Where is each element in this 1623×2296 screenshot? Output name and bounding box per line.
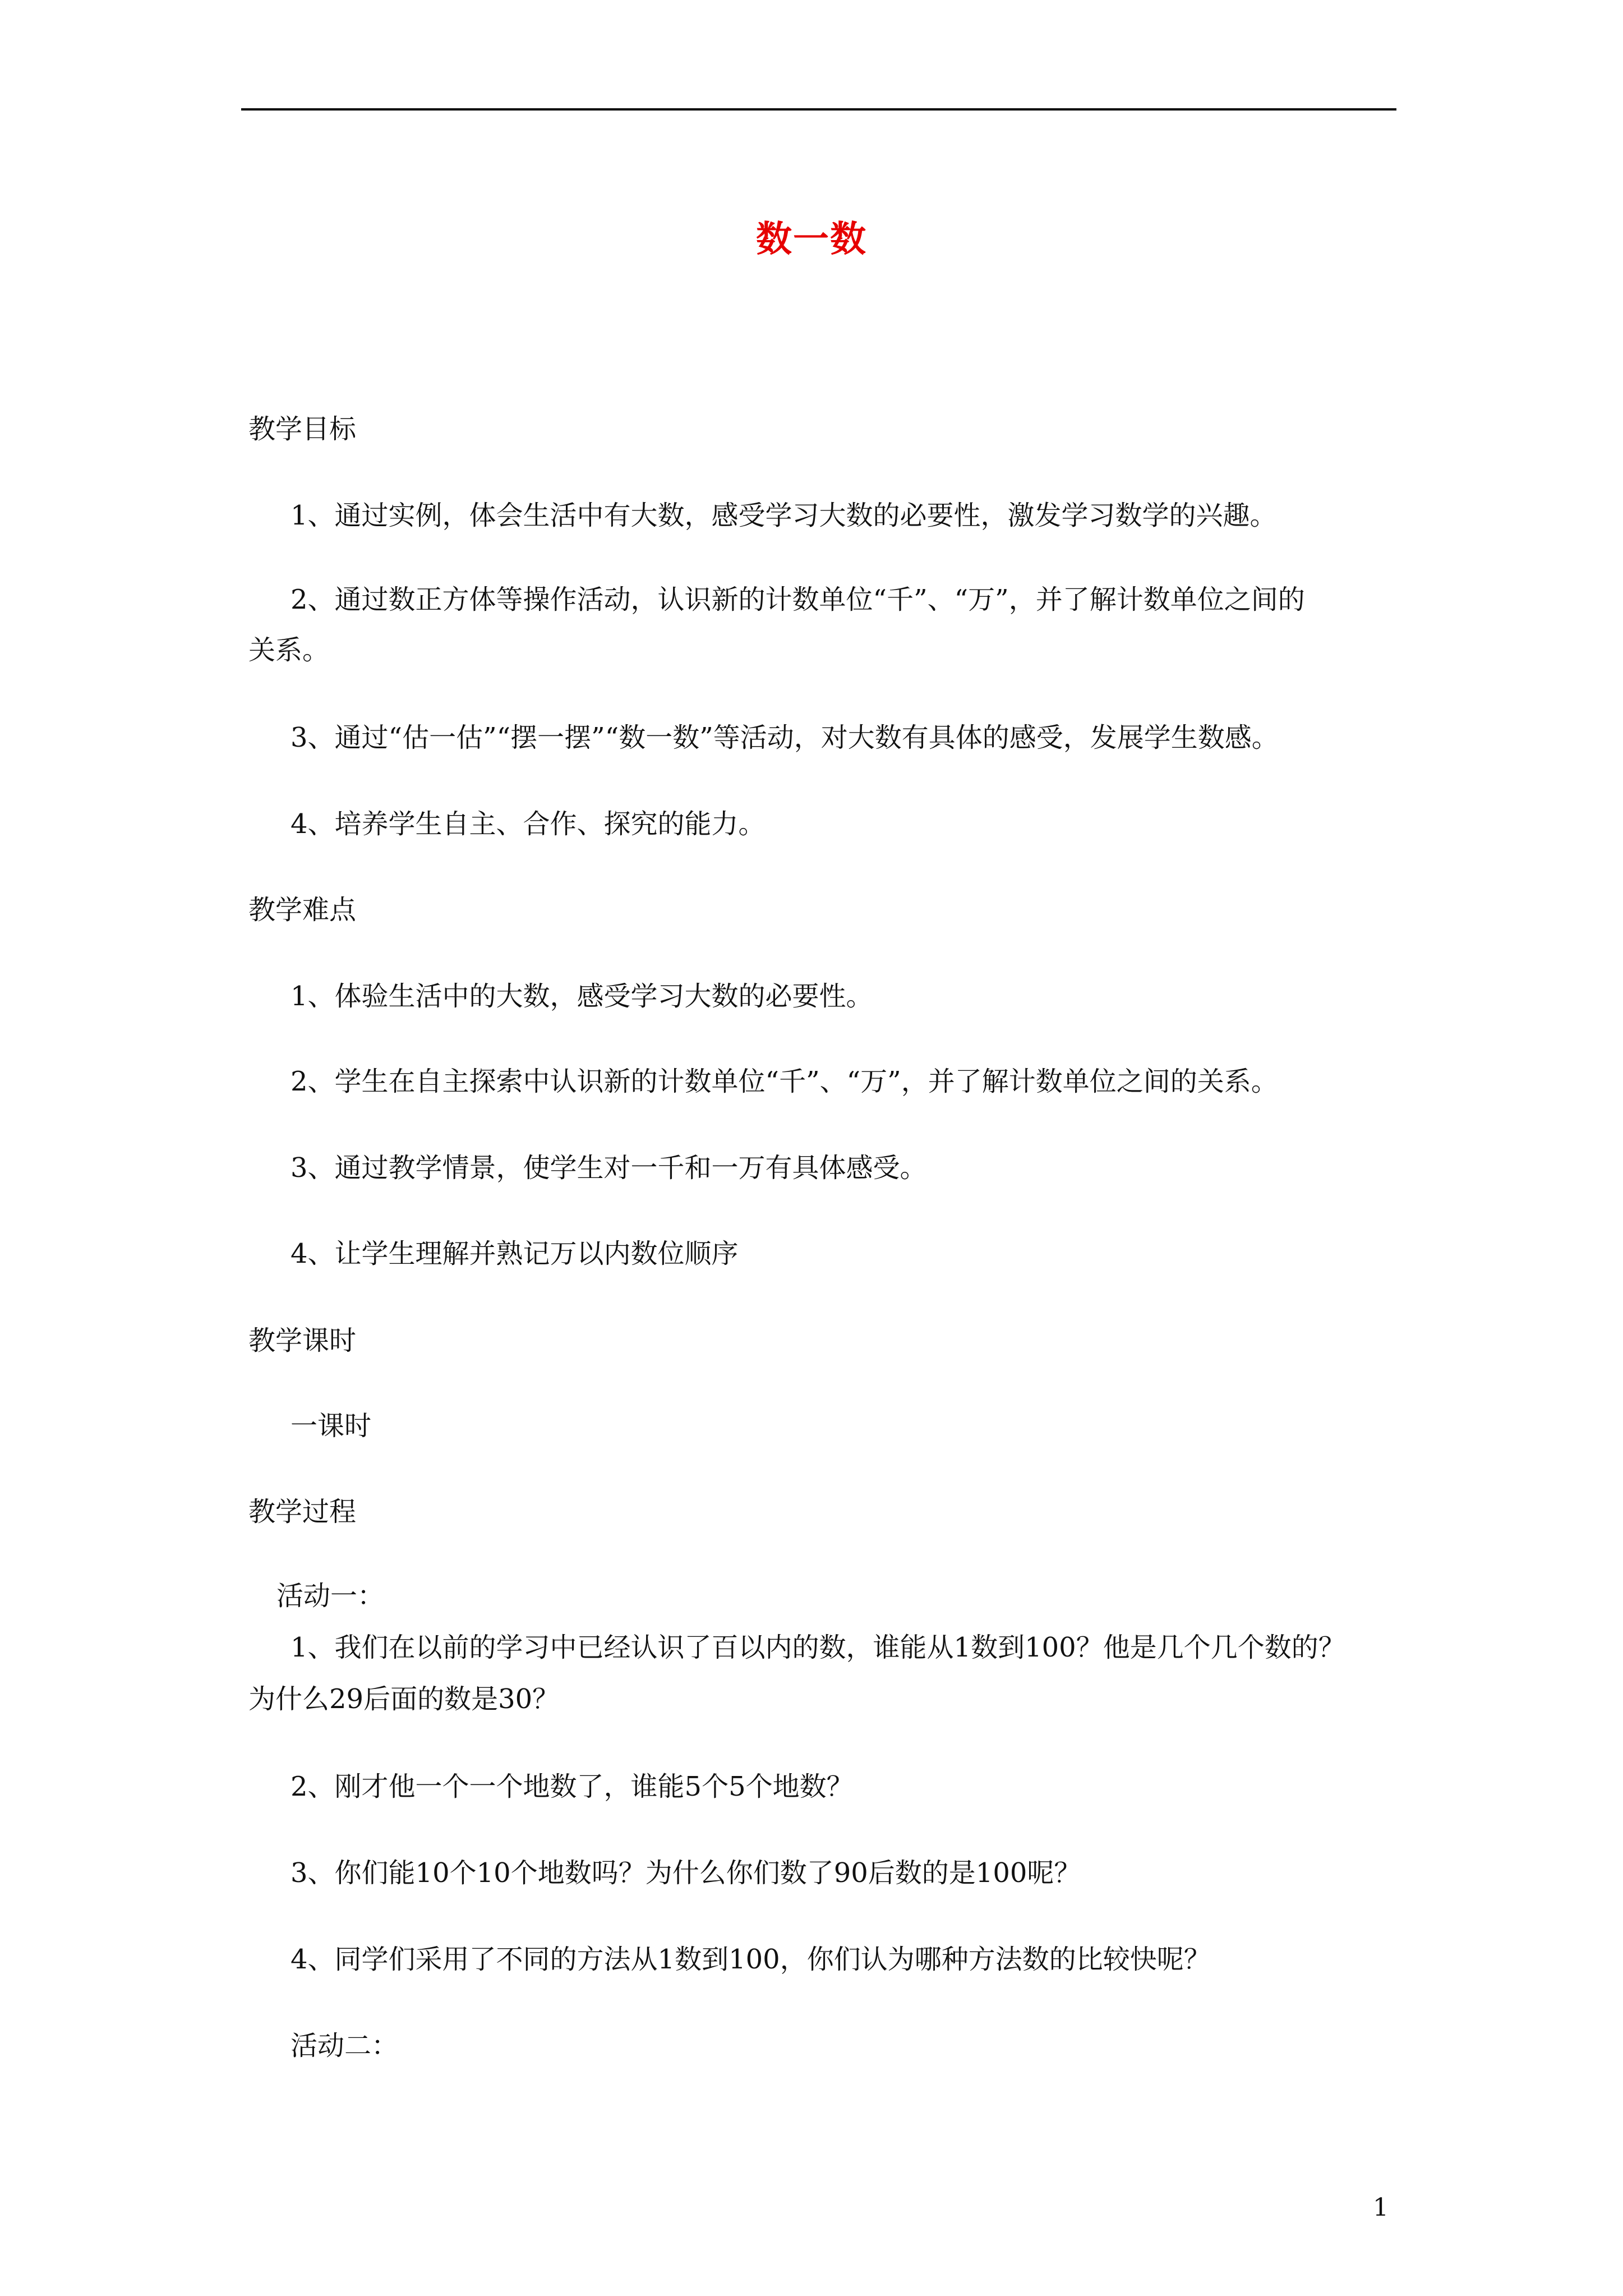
activity-1-item-4: 4、同学们采用了不同的方法从1数到100，你们认为哪种方法数的比较快呢？	[291, 1944, 1211, 1975]
hours-value: 一课时	[291, 1410, 372, 1442]
difficulty-item-1: 1、体验生活中的大数，感受学习大数的必要性。	[291, 981, 873, 1012]
activity-1-item-2: 2、刚才他一个一个地数了，谁能5个5个地数？	[291, 1771, 854, 1802]
goal-item-2: 2、通过数正方体等操作活动，认识新的计数单位“千”、“万”，并了解计数单位之间的	[291, 584, 1305, 615]
activity-1-item-1-continued: 为什么29后面的数是30？	[248, 1683, 560, 1715]
goal-item-1: 1、通过实例，体会生活中有大数，感受学习大数的必要性，激发学习数学的兴趣。	[291, 500, 1277, 531]
document-title: 数一数	[756, 218, 867, 260]
goal-item-4: 4、培养学生自主、合作、探究的能力。	[291, 808, 766, 840]
difficulty-item-2: 2、学生在自主探索中认识新的计数单位“千”、“万”，并了解计数单位之间的关系。	[291, 1066, 1278, 1097]
section-heading-difficulties: 教学难点	[248, 894, 357, 926]
header-rule	[241, 108, 1396, 111]
difficulty-item-4: 4、让学生理解并熟记万以内数位顺序	[291, 1238, 739, 1269]
activity-1-label: 活动一：	[276, 1580, 385, 1612]
activity-1-item-1: 1、我们在以前的学习中已经认识了百以内的数，谁能从1数到100？他是几个几个数的？	[291, 1632, 1345, 1663]
section-heading-hours: 教学课时	[248, 1325, 357, 1356]
page-number: 1	[1373, 2193, 1389, 2222]
activity-2-label: 活动二：	[291, 2030, 399, 2062]
section-heading-process: 教学过程	[248, 1496, 357, 1527]
goal-item-3: 3、通过“估一估”“摆一摆”“数一数”等活动，对大数有具体的感受，发展学生数感。	[291, 722, 1279, 753]
goal-item-2-continued: 关系。	[248, 634, 330, 666]
section-heading-goals: 教学目标	[248, 413, 357, 445]
activity-1-item-3: 3、你们能10个10个地数吗？为什么你们数了90后数的是100呢？	[291, 1857, 1081, 1889]
difficulty-item-3: 3、通过教学情景，使学生对一千和一万有具体感受。	[291, 1152, 927, 1184]
